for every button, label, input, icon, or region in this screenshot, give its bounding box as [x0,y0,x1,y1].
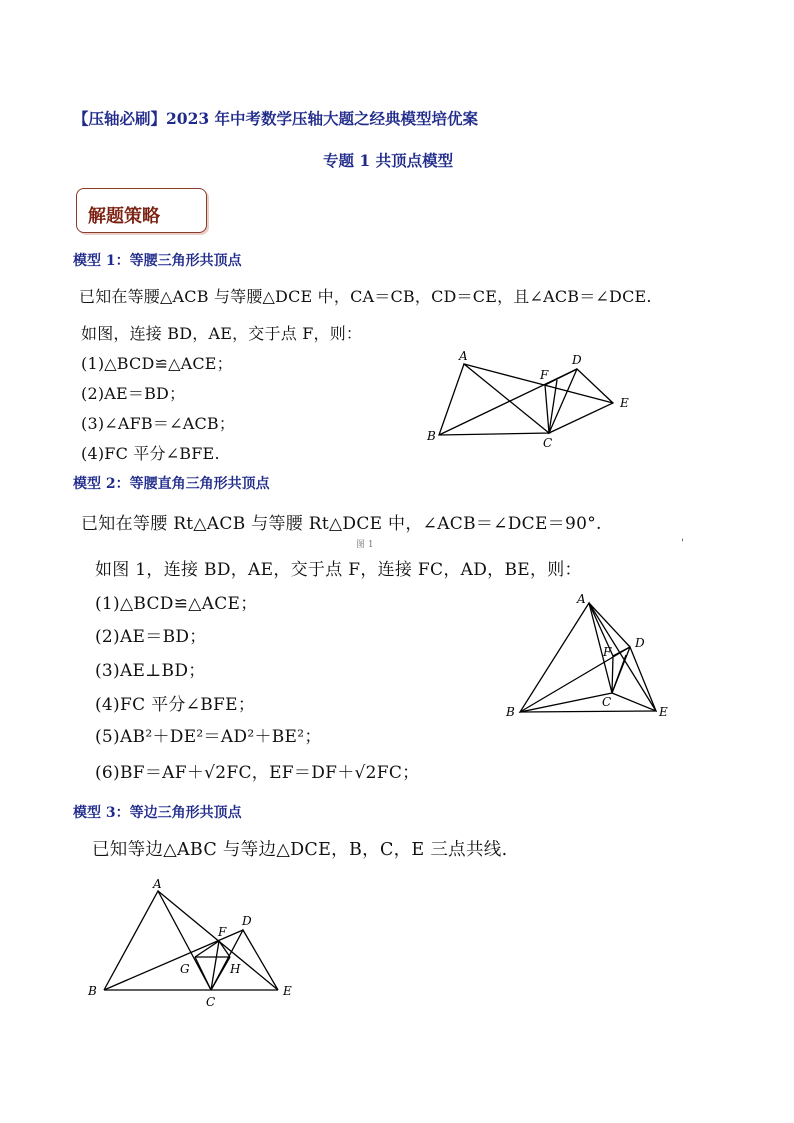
model2-label-f: F [603,645,612,659]
model2-label-a: A [577,592,586,606]
model2-item-1: (1)△BCD≌△ACE； [95,594,258,614]
model3-segment-ae [158,891,278,990]
strategy-label: 解题策略 [88,206,160,227]
model2-item-6: (6)BF＝AF＋√2FC，EF＝DF＋√2FC； [95,763,420,783]
model3-label-h: H [230,962,241,976]
model1-label-f: F [540,368,549,382]
model2-figure-caption-fragment: 图 1 [356,540,374,550]
model1-given: 已知在等腰△ACB 与等腰△DCE 中，CA＝CB，CD＝CE，且∠ACB＝∠DCE. [79,287,652,306]
model1-label-b: B [427,429,436,443]
model1-label-a: A [459,349,468,363]
model3-given: 已知等边△ABC 与等边△DCE，B，C，E 三点共线. [92,840,508,860]
model2-label-b: B [506,705,515,719]
model2-heading: 模型 2：等腰直角三角形共顶点 [73,476,270,492]
model3-label-c: C [206,995,216,1009]
model3-heading: 模型 3：等边三角形共顶点 [73,805,242,821]
model3-label-f: F [218,925,227,939]
model3-label-b: B [88,984,97,998]
model1-item-2: (2)AE＝BD； [81,384,186,403]
model2-item-2: (2)AE＝BD； [95,627,207,647]
model1-item-4: (4)FC 平分∠BFE. [81,444,220,463]
model2-item-3: (3)AE⊥BD； [95,661,206,681]
model3-segment-bd [104,930,243,990]
document-title: 【压轴必刷】2023 年中考数学压轴大题之经典模型培优案 [73,109,479,128]
model2-item-5: (5)AB²＋DE²＝AD²＋BE²； [95,727,322,747]
model2-label-e: E [659,705,668,719]
model3-label-e: E [283,984,292,998]
model1-item-1: (1)△BCD≌△ACE； [81,354,233,373]
model2-given: 已知在等腰 Rt△ACB 与等腰 Rt△DCE 中，∠ACB＝∠DCE＝90°. [81,514,602,534]
model3-segment-gc [195,957,211,990]
model1-intro: 如图，连接 BD，AE，交于点 F，则： [81,324,363,343]
model1-item-3: (3)∠AFB＝∠ACB； [81,414,236,433]
section-subtitle: 专题 1 共顶点模型 [323,151,454,170]
model1-label-d: D [572,353,582,367]
model1-label-c: C [543,436,553,450]
model3-label-d: D [242,914,252,928]
model2-intro: 如图 1，连接 BD，AE，交于点 F，连接 FC，AD，BE，则： [95,560,582,580]
model2-item-4: (4)FC 平分∠BFE； [95,695,256,715]
model2-label-d: D [635,636,645,650]
model3-triangle-abc [104,891,211,990]
model3-label-g: G [180,962,190,976]
model2-stray-mark: ' [681,538,684,549]
model3-label-a: A [153,877,162,891]
model1-label-e: E [620,396,629,410]
model1-heading: 模型 1：等腰三角形共顶点 [73,253,242,269]
model2-label-c: C [602,695,612,709]
